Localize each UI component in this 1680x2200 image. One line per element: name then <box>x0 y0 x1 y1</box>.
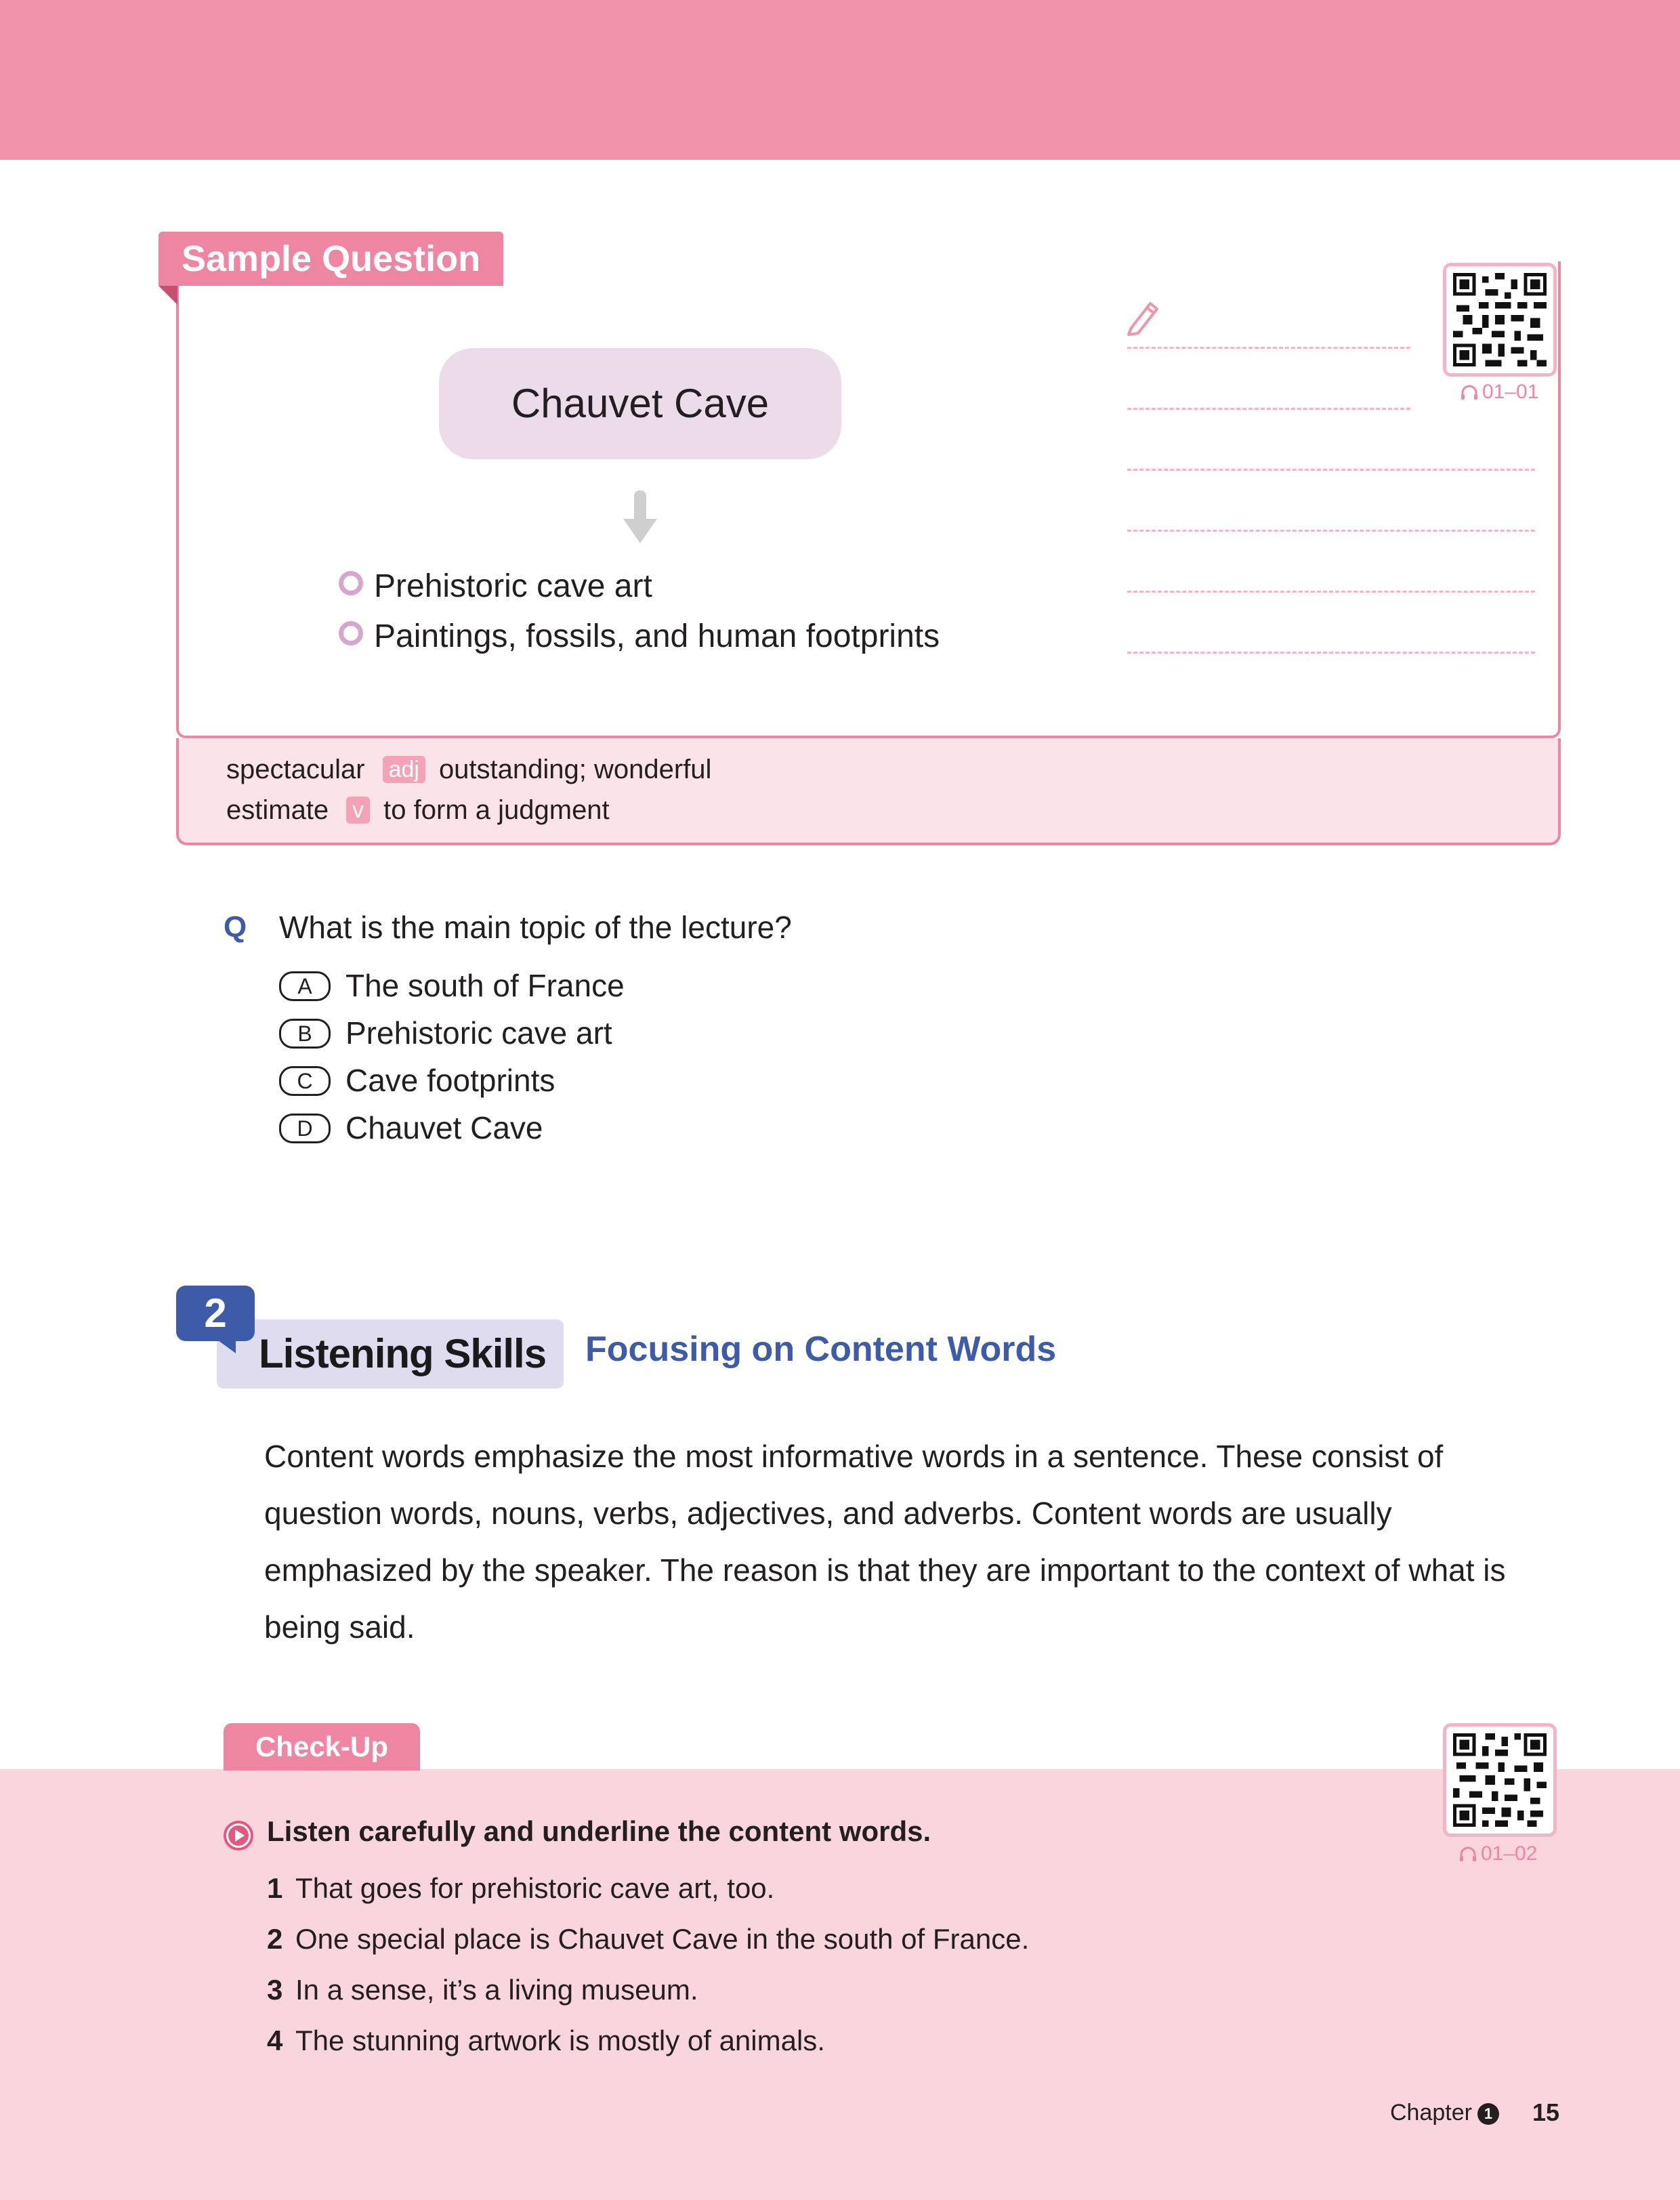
answer-option-c[interactable]: C Cave footprints <box>279 1062 555 1099</box>
qr-code[interactable] <box>1443 263 1557 377</box>
sample-question-tab: Sample Question <box>159 232 503 286</box>
vocab-entry: spectacular adj outstanding; wonderful <box>226 755 712 784</box>
option-letter: C <box>279 1066 331 1096</box>
list-item: 3 In a sense, it’s a living museum. <box>267 1974 698 2006</box>
bullet-item: Prehistoric cave art <box>339 568 652 605</box>
sample-question-card <box>176 261 1561 738</box>
part-of-speech-badge: v <box>346 797 370 824</box>
bullet-item: Paintings, fossils, and human footprints <box>339 618 940 655</box>
pencil-icon <box>1125 298 1160 336</box>
question-marker: Q <box>224 910 247 944</box>
check-up-tab: Check-Up <box>224 1723 420 1771</box>
list-item: 2 One special place is Chauvet Cave in the south of France. <box>267 1923 1030 1955</box>
vocab-entry: estimate v to form a judgment <box>226 795 610 825</box>
note-line <box>1127 530 1535 532</box>
answer-option-d[interactable]: D Chauvet Cave <box>279 1109 543 1146</box>
note-line <box>1127 347 1410 349</box>
tab-fold <box>159 286 177 305</box>
topic-box: Chauvet Cave <box>439 348 841 459</box>
chapter-number-badge: 1 <box>1477 2103 1499 2125</box>
note-line <box>1127 652 1535 654</box>
qr-code[interactable] <box>1443 1723 1557 1837</box>
top-color-band <box>0 0 1680 160</box>
note-line <box>1127 408 1410 410</box>
audio-track-label: 01–02 <box>1459 1842 1537 1865</box>
option-letter: A <box>279 971 331 1001</box>
note-line <box>1127 469 1535 471</box>
section-subtitle: Focusing on Content Words <box>585 1330 1057 1369</box>
option-letter: D <box>279 1114 331 1143</box>
chapter-footer: Chapter 1 <box>1390 2100 1503 2126</box>
vocabulary-box <box>176 738 1561 845</box>
list-item: 1 That goes for prehistoric cave art, too. <box>267 1872 775 1904</box>
list-item: 4 The stunning artwork is mostly of animals. <box>267 2025 825 2056</box>
down-arrow-icon <box>622 490 658 545</box>
part-of-speech-badge: adj <box>383 756 425 783</box>
answer-option-b[interactable]: B Prehistoric cave art <box>279 1015 612 1051</box>
section-paragraph: Content words emphasize the most informative words in a sentence. These consist of question words, nouns, verbs, adjectives, and adverbs. Content words are usually emphasized by the speaker. The reason is that they are important to the context of what is being said. <box>264 1439 1506 1645</box>
page-number: 15 <box>1532 2098 1560 2126</box>
badge-tail <box>215 1338 236 1353</box>
play-icon <box>224 1821 253 1850</box>
section-number-badge: 2 <box>176 1286 255 1341</box>
answer-option-a[interactable]: A The south of France <box>279 967 625 1004</box>
qr-code-icon <box>1453 273 1547 366</box>
question-text: What is the main topic of the lecture? <box>279 910 792 945</box>
bullet-dot-icon <box>339 621 363 646</box>
headphones-icon <box>1461 384 1478 400</box>
check-up-instruction: Listen carefully and underline the content words. <box>267 1815 931 1847</box>
headphones-icon <box>1459 1846 1477 1862</box>
qr-code-icon <box>1453 1733 1547 1827</box>
option-letter: B <box>279 1019 331 1049</box>
audio-track-label: 01–01 <box>1461 381 1538 404</box>
section-title: Listening Skills <box>217 1319 564 1389</box>
bullet-dot-icon <box>339 571 363 595</box>
note-line <box>1127 591 1535 593</box>
